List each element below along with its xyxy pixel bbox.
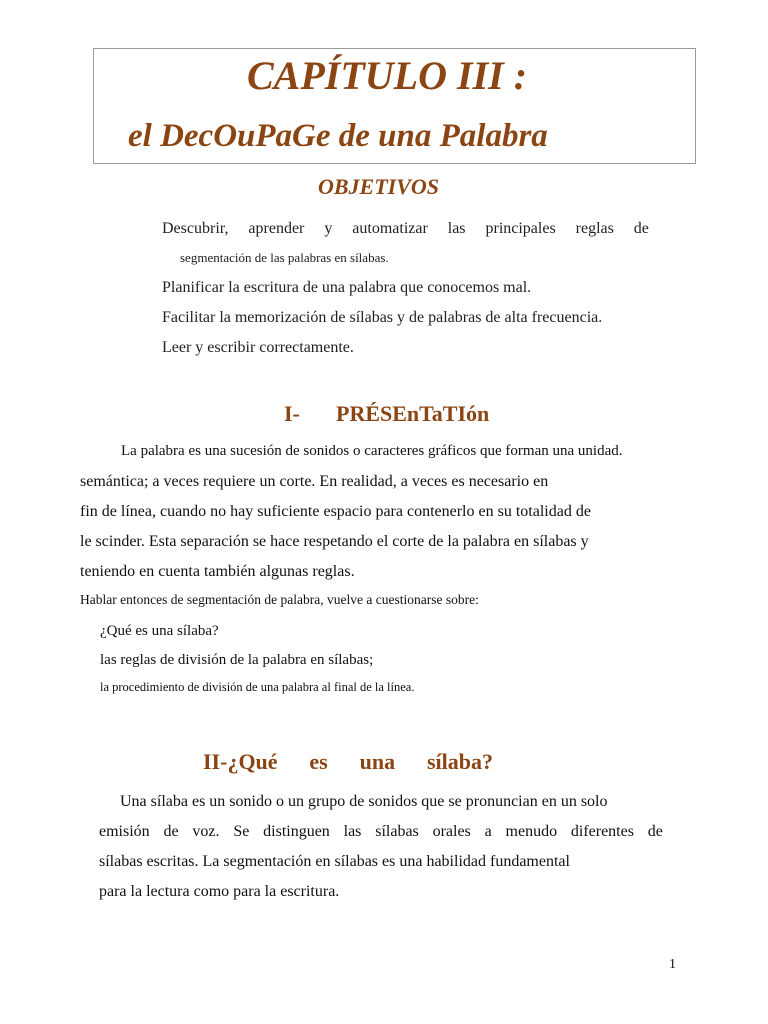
word: Descubrir,	[162, 220, 229, 237]
objective-item-1	[159, 221, 649, 237]
objective-text: Leer y escribir correctamente.	[162, 339, 354, 356]
paragraph-line: La palabra es una sucesión de sonidos o caracteres gráficos que forman una unidad.	[121, 443, 623, 459]
word: distinguen	[263, 823, 330, 840]
objective-text: Facilitar la memorización de sílabas y de palabras de alta frecuencia.	[162, 309, 603, 326]
heading-word: una	[359, 749, 396, 774]
paragraph-line: teniendo en cuenta también algunas reglas.	[80, 563, 355, 580]
word: las	[447, 220, 466, 237]
objective-item-1-words	[159, 221, 649, 237]
objective-text: Planificar la escritura de una palabra que conocemos mal.	[162, 279, 532, 296]
word: diferentes	[570, 823, 634, 840]
paragraph-line: le scinder. Esta separación se hace respetando el corte de la palabra en sílabas y	[80, 533, 589, 550]
paragraph-line: Una sílaba es un sonido o un grupo de sonidos que se pronuncian en un solo	[120, 793, 608, 810]
objectives-heading: OBJETIVOS	[318, 174, 440, 199]
word: a	[484, 823, 492, 840]
paragraph-line: fin de línea, cuando no hay suficiente espacio para contenerlo en su totalidad de	[80, 503, 591, 520]
section-2-heading	[203, 751, 493, 773]
word: sílabas	[375, 823, 419, 840]
chapter-subtitle: el DecOuPaGe de una Palabra	[128, 118, 548, 154]
word: automatizar	[352, 220, 428, 237]
word: de	[647, 823, 663, 840]
word: las	[343, 823, 362, 840]
word: y	[324, 220, 333, 237]
chapter-title: CAPÍTULO III :	[247, 53, 528, 98]
word: orales	[432, 823, 471, 840]
word: principales	[485, 220, 556, 237]
paragraph-line: semántica; a veces requiere un corte. En realidad, a veces es necesario en	[80, 473, 549, 490]
section-1-heading-number: I-	[284, 401, 300, 426]
page-number: 1	[669, 957, 676, 972]
paragraph-line: sílabas escritas. La segmentación en sílabas es una habilidad fundamental	[99, 853, 570, 870]
word: de	[163, 823, 179, 840]
heading-word: es	[309, 749, 328, 774]
word: aprender	[248, 220, 305, 237]
section-1-heading: PRÉSEnTaTIón	[336, 401, 490, 426]
word: reglas	[575, 220, 614, 237]
heading-word: sílaba?	[426, 749, 493, 774]
objective-item-4	[159, 340, 354, 356]
objective-item-3	[159, 310, 602, 326]
question-line: la procedimiento de división de una palabra al final de la línea.	[100, 680, 415, 694]
intro-line: Hablar entonces de segmentación de palabra, vuelve a cuestionarse sobre:	[80, 592, 479, 607]
paragraph-line: para la lectura como para la escritura.	[99, 883, 340, 900]
question-line: ¿Qué es una sílaba?	[100, 623, 219, 639]
objective-item-2	[159, 280, 531, 296]
word: Se	[233, 823, 250, 840]
word: de	[633, 220, 649, 237]
word: menudo	[505, 823, 558, 840]
objective-item-1-continuation: segmentación de las palabras en sílabas.	[180, 250, 389, 265]
word: voz.	[192, 823, 220, 840]
word: emisión	[99, 823, 150, 840]
paragraph-line-justified	[99, 824, 663, 840]
heading-word: II-¿Qué	[203, 749, 278, 774]
question-line: las reglas de división de la palabra en sílabas;	[100, 652, 374, 668]
